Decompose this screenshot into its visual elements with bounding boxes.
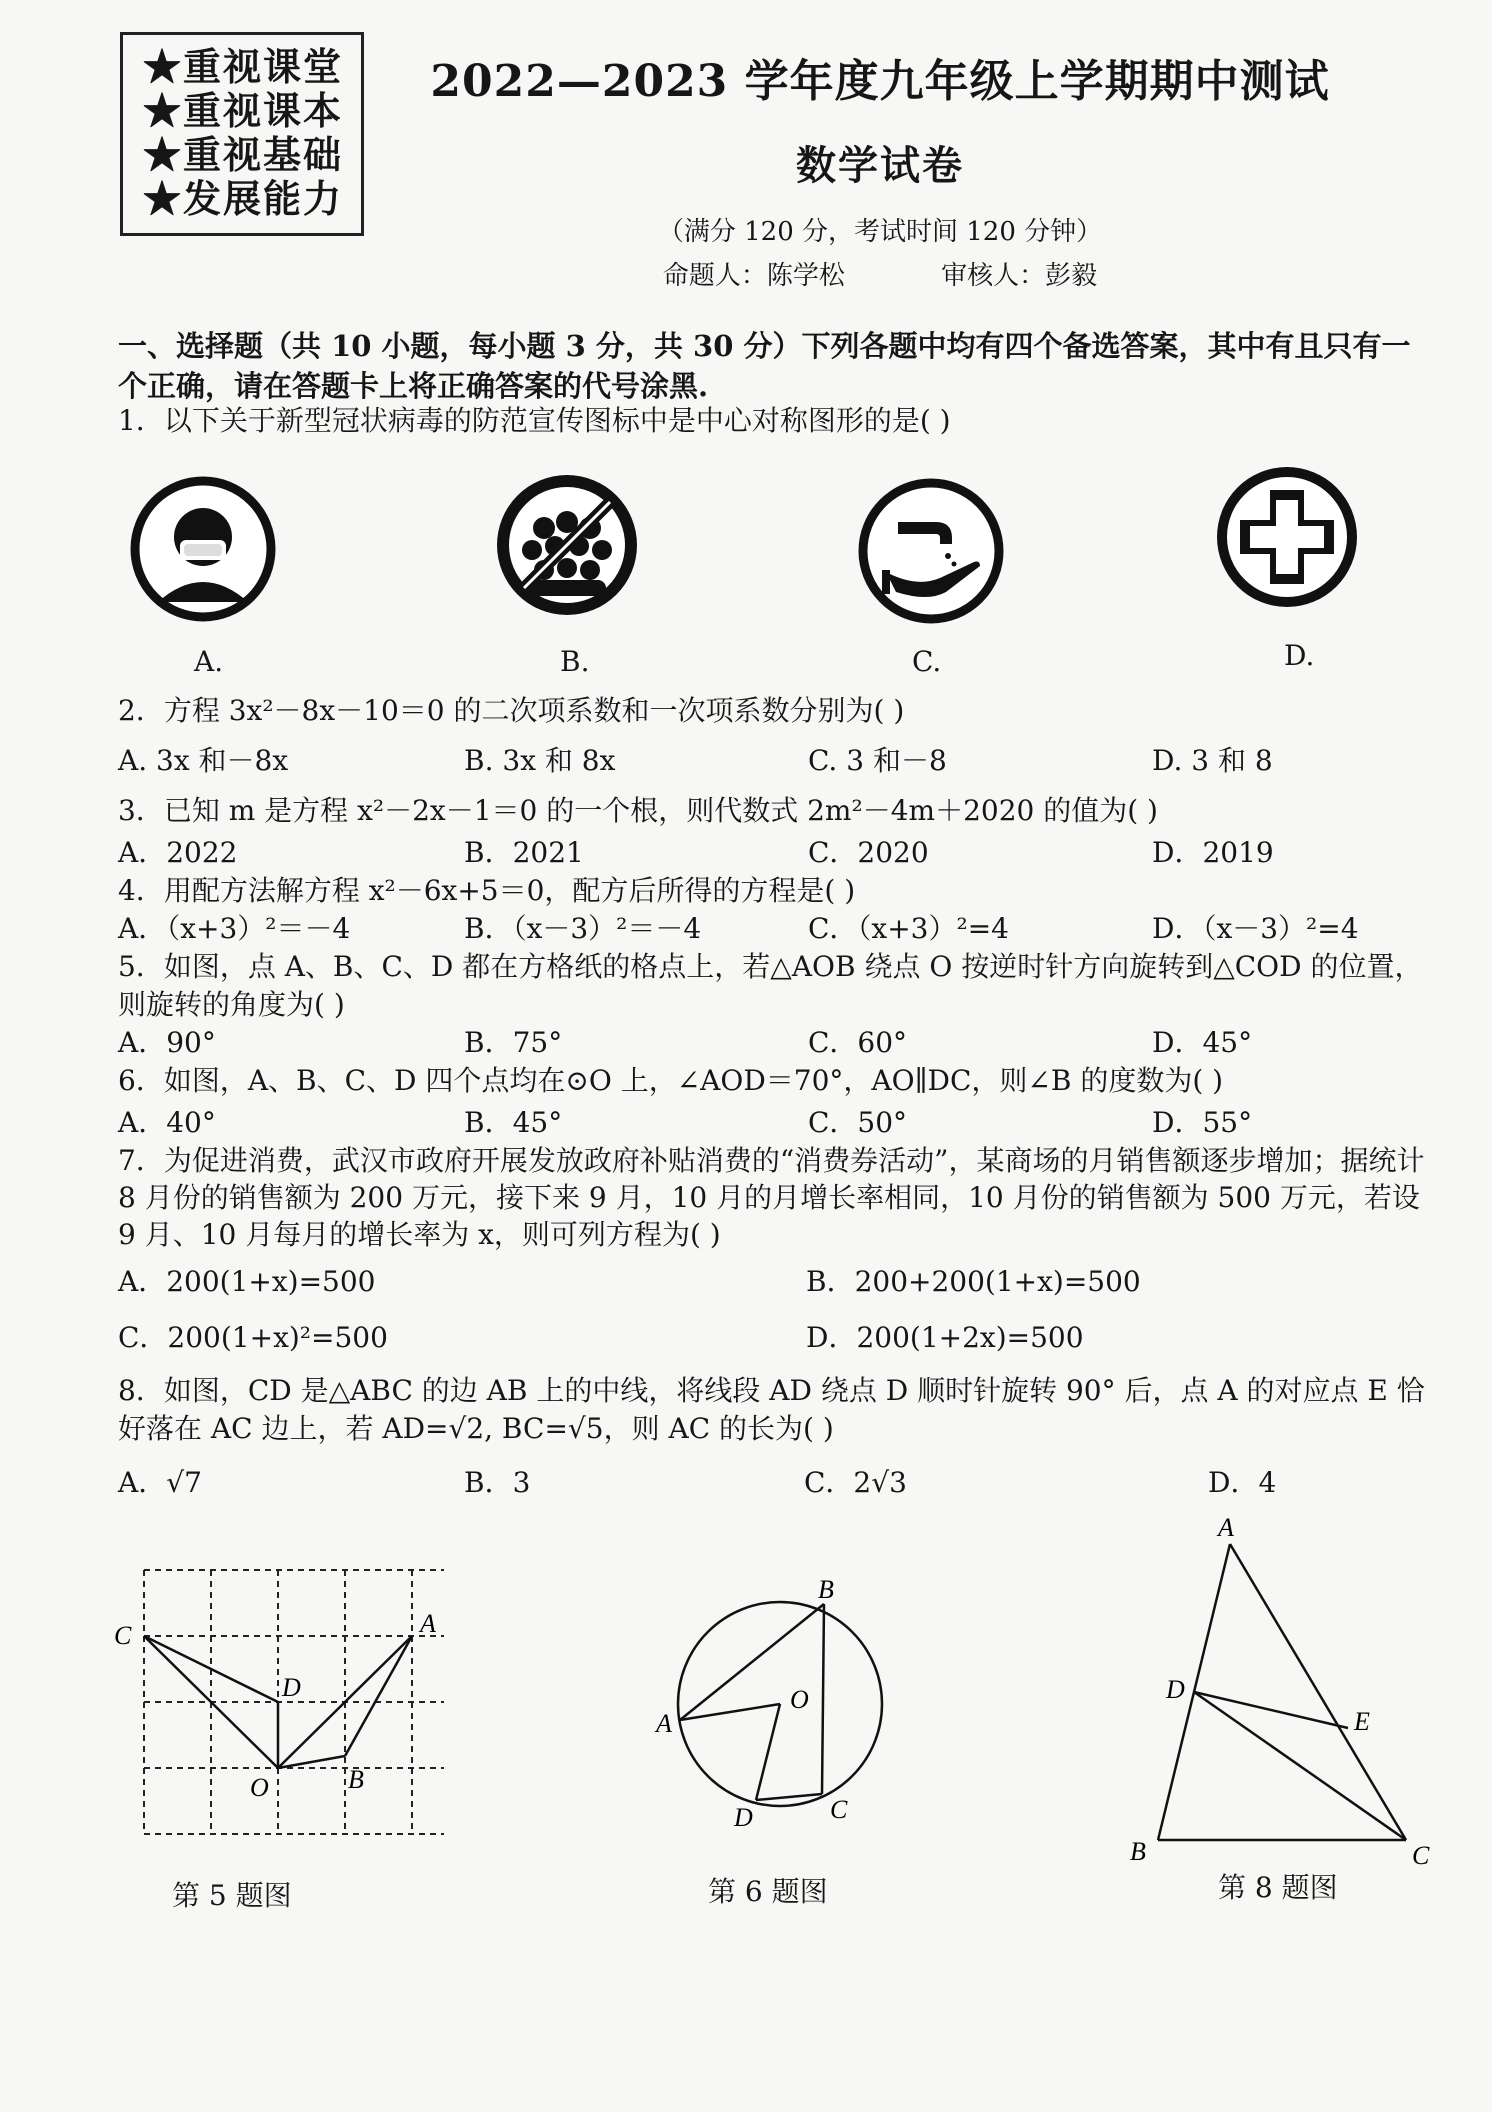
option-c-label: C. xyxy=(912,645,942,678)
option-c: C．（x+3）²=4 xyxy=(808,912,1009,945)
option-c: C．2020 xyxy=(808,836,929,869)
motto-line: ★重视基础 xyxy=(143,132,344,177)
question-7-option-a: A．200(1+x)=500 xyxy=(118,1265,376,1298)
option-b: B．（x－3）²＝－4 xyxy=(464,912,702,945)
point-label: D xyxy=(734,1803,753,1832)
option-d: D．4 xyxy=(1208,1466,1277,1499)
hand-washing-icon xyxy=(856,476,1006,626)
option-a-label: A. xyxy=(194,645,224,678)
point-label: E xyxy=(1354,1707,1370,1736)
point-label: B xyxy=(348,1765,364,1794)
question-3-options xyxy=(118,834,1418,872)
point-label: O xyxy=(790,1685,809,1714)
question-7-option-b: B．200+200(1+x)=500 xyxy=(806,1265,1141,1298)
question-3-text: 3．已知 m 是方程 x²－2x－1＝0 的一个根，则代数式 2m²－4m＋2020 的值为( ) xyxy=(118,794,1158,827)
option-a: A．√7 xyxy=(118,1466,202,1499)
mask-person-icon xyxy=(128,474,278,624)
option-d-label: D. xyxy=(1284,639,1315,672)
question-6-text: 6．如图，A、B、C、D 四个点均在⊙O 上，∠AOD＝70°，AO∥DC，则∠B 的度数为( ) xyxy=(118,1064,1224,1097)
option-b: B．45° xyxy=(464,1106,563,1139)
exam-authors xyxy=(380,256,1380,296)
motto-line: ★重视课本 xyxy=(143,88,344,133)
option-b: B．3 xyxy=(464,1466,531,1499)
question-1-text: 1．以下关于新型冠状病毒的防范宣传图标中是中心对称图形的是( ) xyxy=(118,404,951,437)
point-label: B xyxy=(818,1575,834,1604)
point-label: C xyxy=(114,1621,132,1650)
option-c: C. 3 和－8 xyxy=(808,744,947,777)
option-a: A．（x+3）²＝－4 xyxy=(118,912,351,945)
point-label: A xyxy=(656,1709,672,1738)
option-d: D. 3 和 8 xyxy=(1152,744,1273,777)
exam-info: （满分 120 分，考试时间 120 分钟） xyxy=(657,217,1103,247)
medical-cross-icon xyxy=(1212,462,1362,612)
option-b: B．75° xyxy=(464,1026,563,1059)
question-8-options xyxy=(118,1464,1418,1502)
option-d: D．（x－3）²=4 xyxy=(1152,912,1359,945)
exam-header xyxy=(380,50,1380,296)
question-5-options xyxy=(118,1024,1418,1062)
point-label: A xyxy=(420,1609,436,1638)
option-a: A. 3x 和－8x xyxy=(118,744,289,777)
question-7-option-c: C．200(1+x)²=500 xyxy=(118,1321,388,1354)
question-5-text: 5．如图，点 A、B、C、D 都在方格纸的格点上，若△AOB 绕点 O 按逆时针方向旋转到△COD 的位置，则旋转的角度为( ) xyxy=(118,950,1423,1021)
option-d: D．45° xyxy=(1152,1026,1253,1059)
question-8-text: 8．如图，CD 是△ABC 的边 AB 上的中线，将线段 AD 绕点 D 顺时针旋转 90° 后，点 A 的对应点 E 恰好落在 AC 边上，若 AD=√2, BC=√5，则 AC 的长为( ) xyxy=(118,1374,1425,1445)
section-heading: 一、选择题（共 10 小题，每小题 3 分，共 30 分）下列各题中均有四个备选答案，其中有且只有一个正确，请在答题卡上将正确答案的代号涂黑. xyxy=(118,329,1411,403)
motto-line: ★发展能力 xyxy=(143,176,344,221)
question-7-text: 7．为促进消费，武汉市政府开展发放政府补贴消费的“消费券活动”，某商场的月销售额逐步增加；据统计 8 月份的销售额为 200 万元，接下来 9 月，10 月的月增长率相同，10 月份的销售额为 500 万元，若设 9 月、10 月每月的增长率为 x，则可列方程为( ) xyxy=(118,1144,1425,1251)
question-7-option-d: D．200(1+2x)=500 xyxy=(806,1321,1084,1354)
option-c: C．2√3 xyxy=(804,1466,907,1499)
motto-box xyxy=(120,32,364,236)
option-b-label: B. xyxy=(560,645,590,678)
question-6-options xyxy=(118,1104,1418,1142)
point-label: B xyxy=(1130,1837,1146,1866)
question-2-options xyxy=(118,742,1418,780)
figure-8-caption: 第 8 题图 xyxy=(1218,1871,1338,1904)
point-label: A xyxy=(1218,1513,1234,1542)
question-2-text: 2．方程 3x²－8x－10＝0 的二次项系数和一次项系数分别为( ) xyxy=(118,694,905,727)
option-a: A．40° xyxy=(118,1106,216,1139)
point-label: C xyxy=(830,1795,848,1824)
author-name: 命题人：陈学松 xyxy=(662,261,845,291)
figure-8 xyxy=(1120,1508,1440,1882)
figure-5 xyxy=(110,1560,470,1864)
point-label: D xyxy=(282,1673,301,1702)
option-c: C．50° xyxy=(808,1106,908,1139)
option-b: B. 3x 和 8x xyxy=(464,744,616,777)
figure-5-caption: 第 5 题图 xyxy=(172,1879,292,1912)
figure-6-caption: 第 6 题图 xyxy=(708,1875,828,1908)
point-label: D xyxy=(1166,1675,1185,1704)
exam-subtitle: 数学试卷 xyxy=(796,142,964,189)
motto-line: ★重视课堂 xyxy=(143,44,344,89)
option-d: D．55° xyxy=(1152,1106,1253,1139)
question-4-text: 4．用配方法解方程 x²－6x+5＝0，配方后所得的方程是( ) xyxy=(118,874,856,907)
reviewer-name: 审核人：彭毅 xyxy=(941,261,1098,291)
option-a: A．90° xyxy=(118,1026,216,1059)
option-b: B．2021 xyxy=(464,836,584,869)
point-label: O xyxy=(250,1773,269,1802)
point-label: C xyxy=(1412,1841,1430,1870)
option-a: A．2022 xyxy=(118,836,238,869)
option-c: C．60° xyxy=(808,1026,908,1059)
option-d: D．2019 xyxy=(1152,836,1274,869)
figure-6 xyxy=(646,1570,906,1844)
question-4-options xyxy=(118,910,1418,948)
exam-title: 2022—2023 学年度九年级上学期期中测试 xyxy=(430,56,1330,107)
crowd-prohibited-icon xyxy=(492,470,642,620)
